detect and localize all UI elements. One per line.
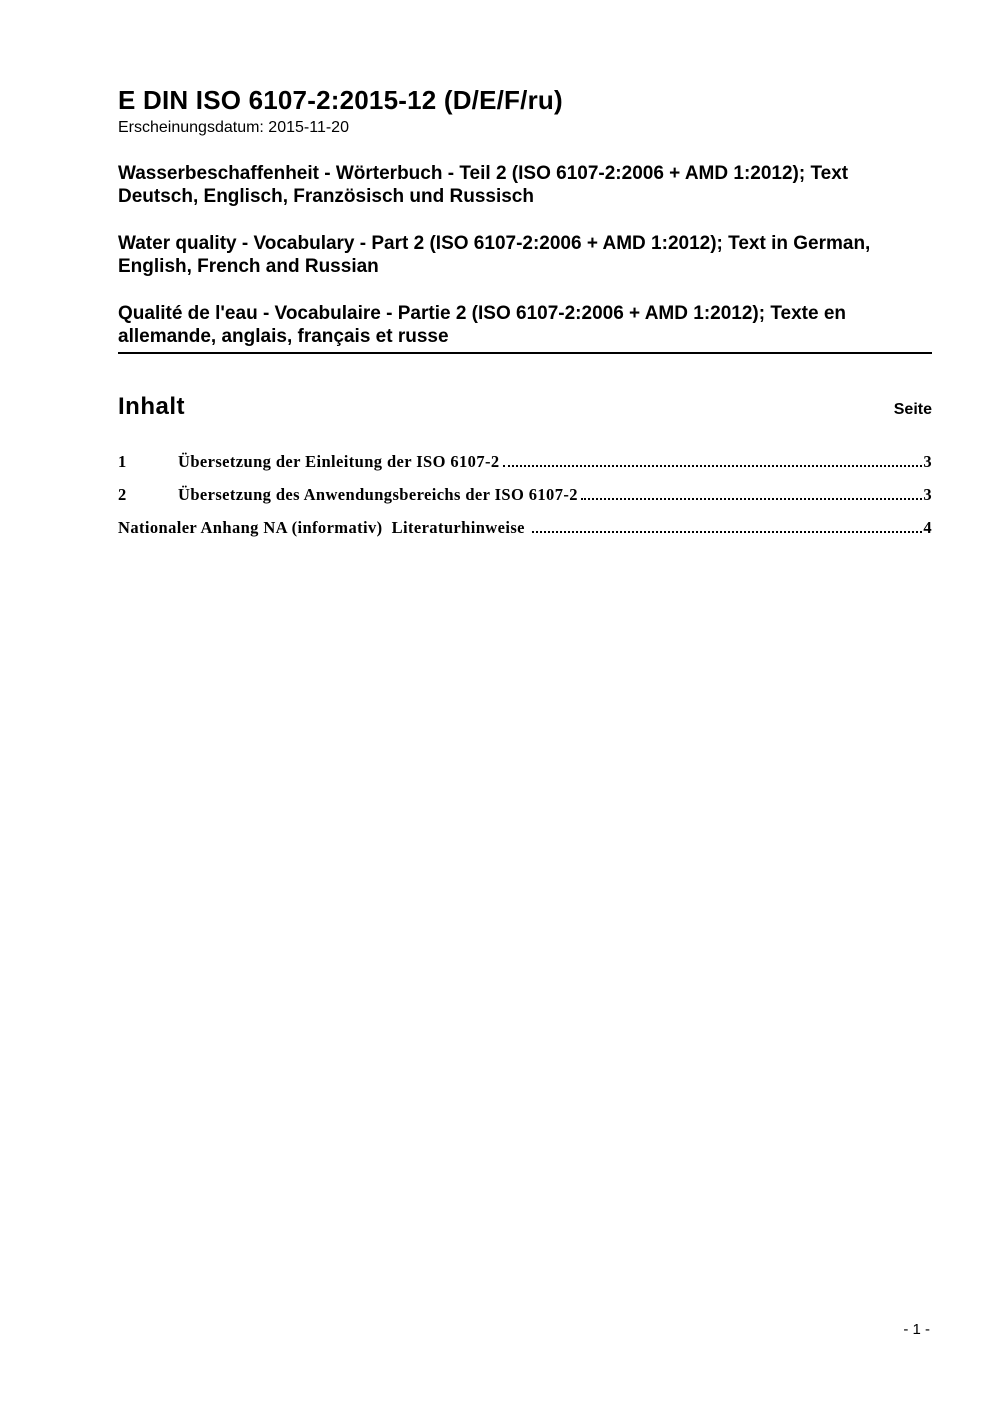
toc-entry-label: Nationaler Anhang NA (informativ) Literaturhinweise (118, 518, 530, 537)
toc-entry-page: 3 (923, 485, 932, 504)
toc-entry-page: 4 (923, 518, 932, 537)
toc-header-row (118, 393, 932, 421)
toc-entry (118, 518, 932, 537)
publication-date: Erscheinungsdatum: 2015-11-20 (118, 119, 349, 136)
toc-entry (118, 485, 932, 504)
standard-title-french-line2: allemande, anglais, français et russe (118, 326, 449, 347)
toc-dotted-leader (532, 529, 922, 533)
standard-title-french-line1: Qualité de l'eau - Vocabulaire - Partie 2 (ISO 6107-2:2006 + AMD 1:2012); Texte en (118, 303, 847, 324)
toc-entry-number: 2 (118, 485, 127, 504)
document-number-title: E DIN ISO 6107-2:2015-12 (D/E/F/ru) (118, 85, 563, 115)
page-content (118, 0, 932, 551)
toc-entry-page: 3 (923, 452, 932, 471)
toc-page-column-label: Seite (893, 401, 932, 418)
toc-dotted-leader (503, 463, 923, 467)
toc-dotted-leader (581, 496, 922, 500)
standard-title-english-line2: English, French and Russian (118, 256, 379, 277)
standard-title-german-line2: Deutsch, Englisch, Französisch und Russisch (118, 186, 534, 207)
standard-title-english-line1: Water quality - Vocabulary - Part 2 (ISO 6107-2:2006 + AMD 1:2012); Text in German, (118, 233, 871, 254)
toc-entry-number: 1 (118, 452, 127, 471)
toc-list (118, 452, 932, 537)
toc-heading: Inhalt (118, 393, 185, 420)
title-divider-rule (118, 352, 932, 354)
standard-title-german (118, 162, 932, 208)
toc-entry-label: Übersetzung des Anwendungsbereichs der ISO 6107-2 (178, 485, 578, 504)
standard-title-german-line1: Wasserbeschaffenheit - Wörterbuch - Teil 2 (ISO 6107-2:2006 + AMD 1:2012); Text (118, 163, 849, 184)
standard-title-english (118, 232, 932, 278)
page-number-footer: - 1 - (903, 1321, 930, 1338)
toc-entry-label: Übersetzung der Einleitung der ISO 6107-2 (178, 452, 500, 471)
standard-title-french (118, 302, 932, 348)
toc-entry (118, 452, 932, 471)
